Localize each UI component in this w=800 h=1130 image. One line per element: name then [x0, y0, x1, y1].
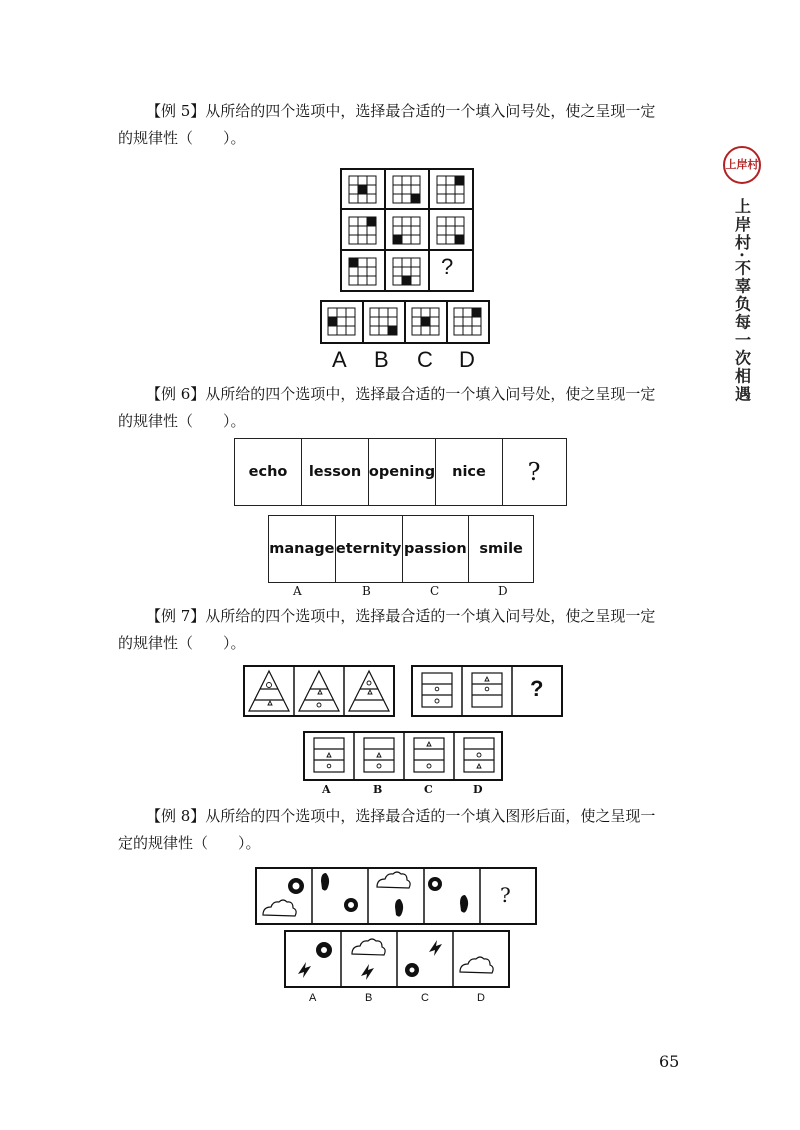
- q5-option-a[interactable]: A: [332, 347, 347, 372]
- q6-label-a: A: [293, 584, 302, 598]
- grid-filled-cell: [472, 308, 481, 317]
- q8-label-d: D: [477, 992, 485, 1004]
- grid-filled-cell: [393, 235, 402, 244]
- q7-label-b: B: [373, 783, 383, 796]
- question-8-line2: 定的规律性（ ）。: [118, 834, 261, 852]
- q6-word: nice: [436, 439, 503, 505]
- q6-label-c: C: [430, 584, 440, 598]
- q6-label-d: D: [498, 584, 508, 598]
- grid-filled-cell: [328, 317, 337, 326]
- q8-label-b: B: [365, 992, 373, 1004]
- q6-option-a[interactable]: manage: [269, 516, 336, 582]
- question-7-line2: 的规律性（ ）。: [118, 634, 246, 652]
- page-number: 65: [659, 1052, 680, 1071]
- grid-filled-cell: [388, 326, 397, 335]
- q6-word: lesson: [302, 439, 369, 505]
- q5-option-d[interactable]: D: [459, 347, 475, 372]
- q6-word: echo: [235, 439, 302, 505]
- question-6-line1: 【例 6】从所给的四个选项中，选择最合适的一个填入问号处，使之呈现一定: [146, 385, 656, 403]
- brand-slogan: 上岸村·不辜负每一次相遇: [732, 198, 752, 404]
- question-7-line1: 【例 7】从所给的四个选项中，选择最合适的一个填入问号处，使之呈现一定: [146, 607, 656, 625]
- sidebar-brand: [722, 146, 762, 404]
- question-6-line2: 的规律性（ ）。: [118, 412, 246, 430]
- q6-question-mark: ?: [527, 458, 541, 486]
- grid-filled-cell: [455, 235, 464, 244]
- q8-label-c: C: [421, 992, 429, 1004]
- q7-label-d: D: [473, 783, 483, 796]
- q6-word-sequence: [234, 438, 567, 506]
- q5-option-c[interactable]: C: [417, 347, 433, 372]
- grid-filled-cell: [402, 276, 411, 285]
- question-5-line1: 【例 5】从所给的四个选项中，选择最合适的一个填入问号处，使之呈现一定: [146, 102, 656, 120]
- q8-question-mark: ?: [500, 883, 511, 907]
- q6-option-d[interactable]: smile: [479, 541, 523, 557]
- q7-question-mark: ?: [530, 676, 544, 701]
- q7-label-a: A: [322, 783, 331, 796]
- question-5-line2: 的规律性（ ）。: [118, 129, 246, 147]
- q8-options-figure: [284, 930, 510, 988]
- grid-filled-cell: [349, 258, 358, 267]
- q6-label-b: B: [362, 584, 371, 598]
- q5-options-figure: [320, 300, 490, 344]
- grid-filled-cell: [421, 317, 430, 326]
- q5-matrix-figure: [340, 168, 474, 292]
- question-7: [118, 603, 688, 657]
- q6-options: [268, 515, 534, 583]
- grid-filled-cell: [411, 194, 420, 203]
- question-6: [118, 381, 688, 435]
- grid-filled-cell: [358, 185, 367, 194]
- q5-option-b[interactable]: B: [374, 347, 389, 372]
- question-8: [118, 803, 688, 857]
- question-8-line1: 【例 8】从所给的四个选项中，选择最合适的一个填入图形后面，使之呈现一: [146, 807, 656, 825]
- grid-filled-cell: [367, 217, 376, 226]
- q7-sequence-figure: [243, 665, 563, 717]
- grid-filled-cell: [455, 176, 464, 185]
- q5-question-mark: ?: [441, 254, 454, 279]
- q7-options-figure: [303, 731, 503, 781]
- q6-option-c[interactable]: passion: [403, 516, 470, 582]
- brand-seal-logo: 上岸村: [723, 146, 761, 184]
- q8-label-a: A: [309, 992, 317, 1004]
- q8-sequence-figure: [255, 867, 537, 925]
- q6-word: opening: [369, 439, 436, 505]
- q6-option-b[interactable]: eternity: [336, 516, 403, 582]
- q7-label-c: C: [424, 783, 433, 796]
- question-5: [118, 98, 688, 152]
